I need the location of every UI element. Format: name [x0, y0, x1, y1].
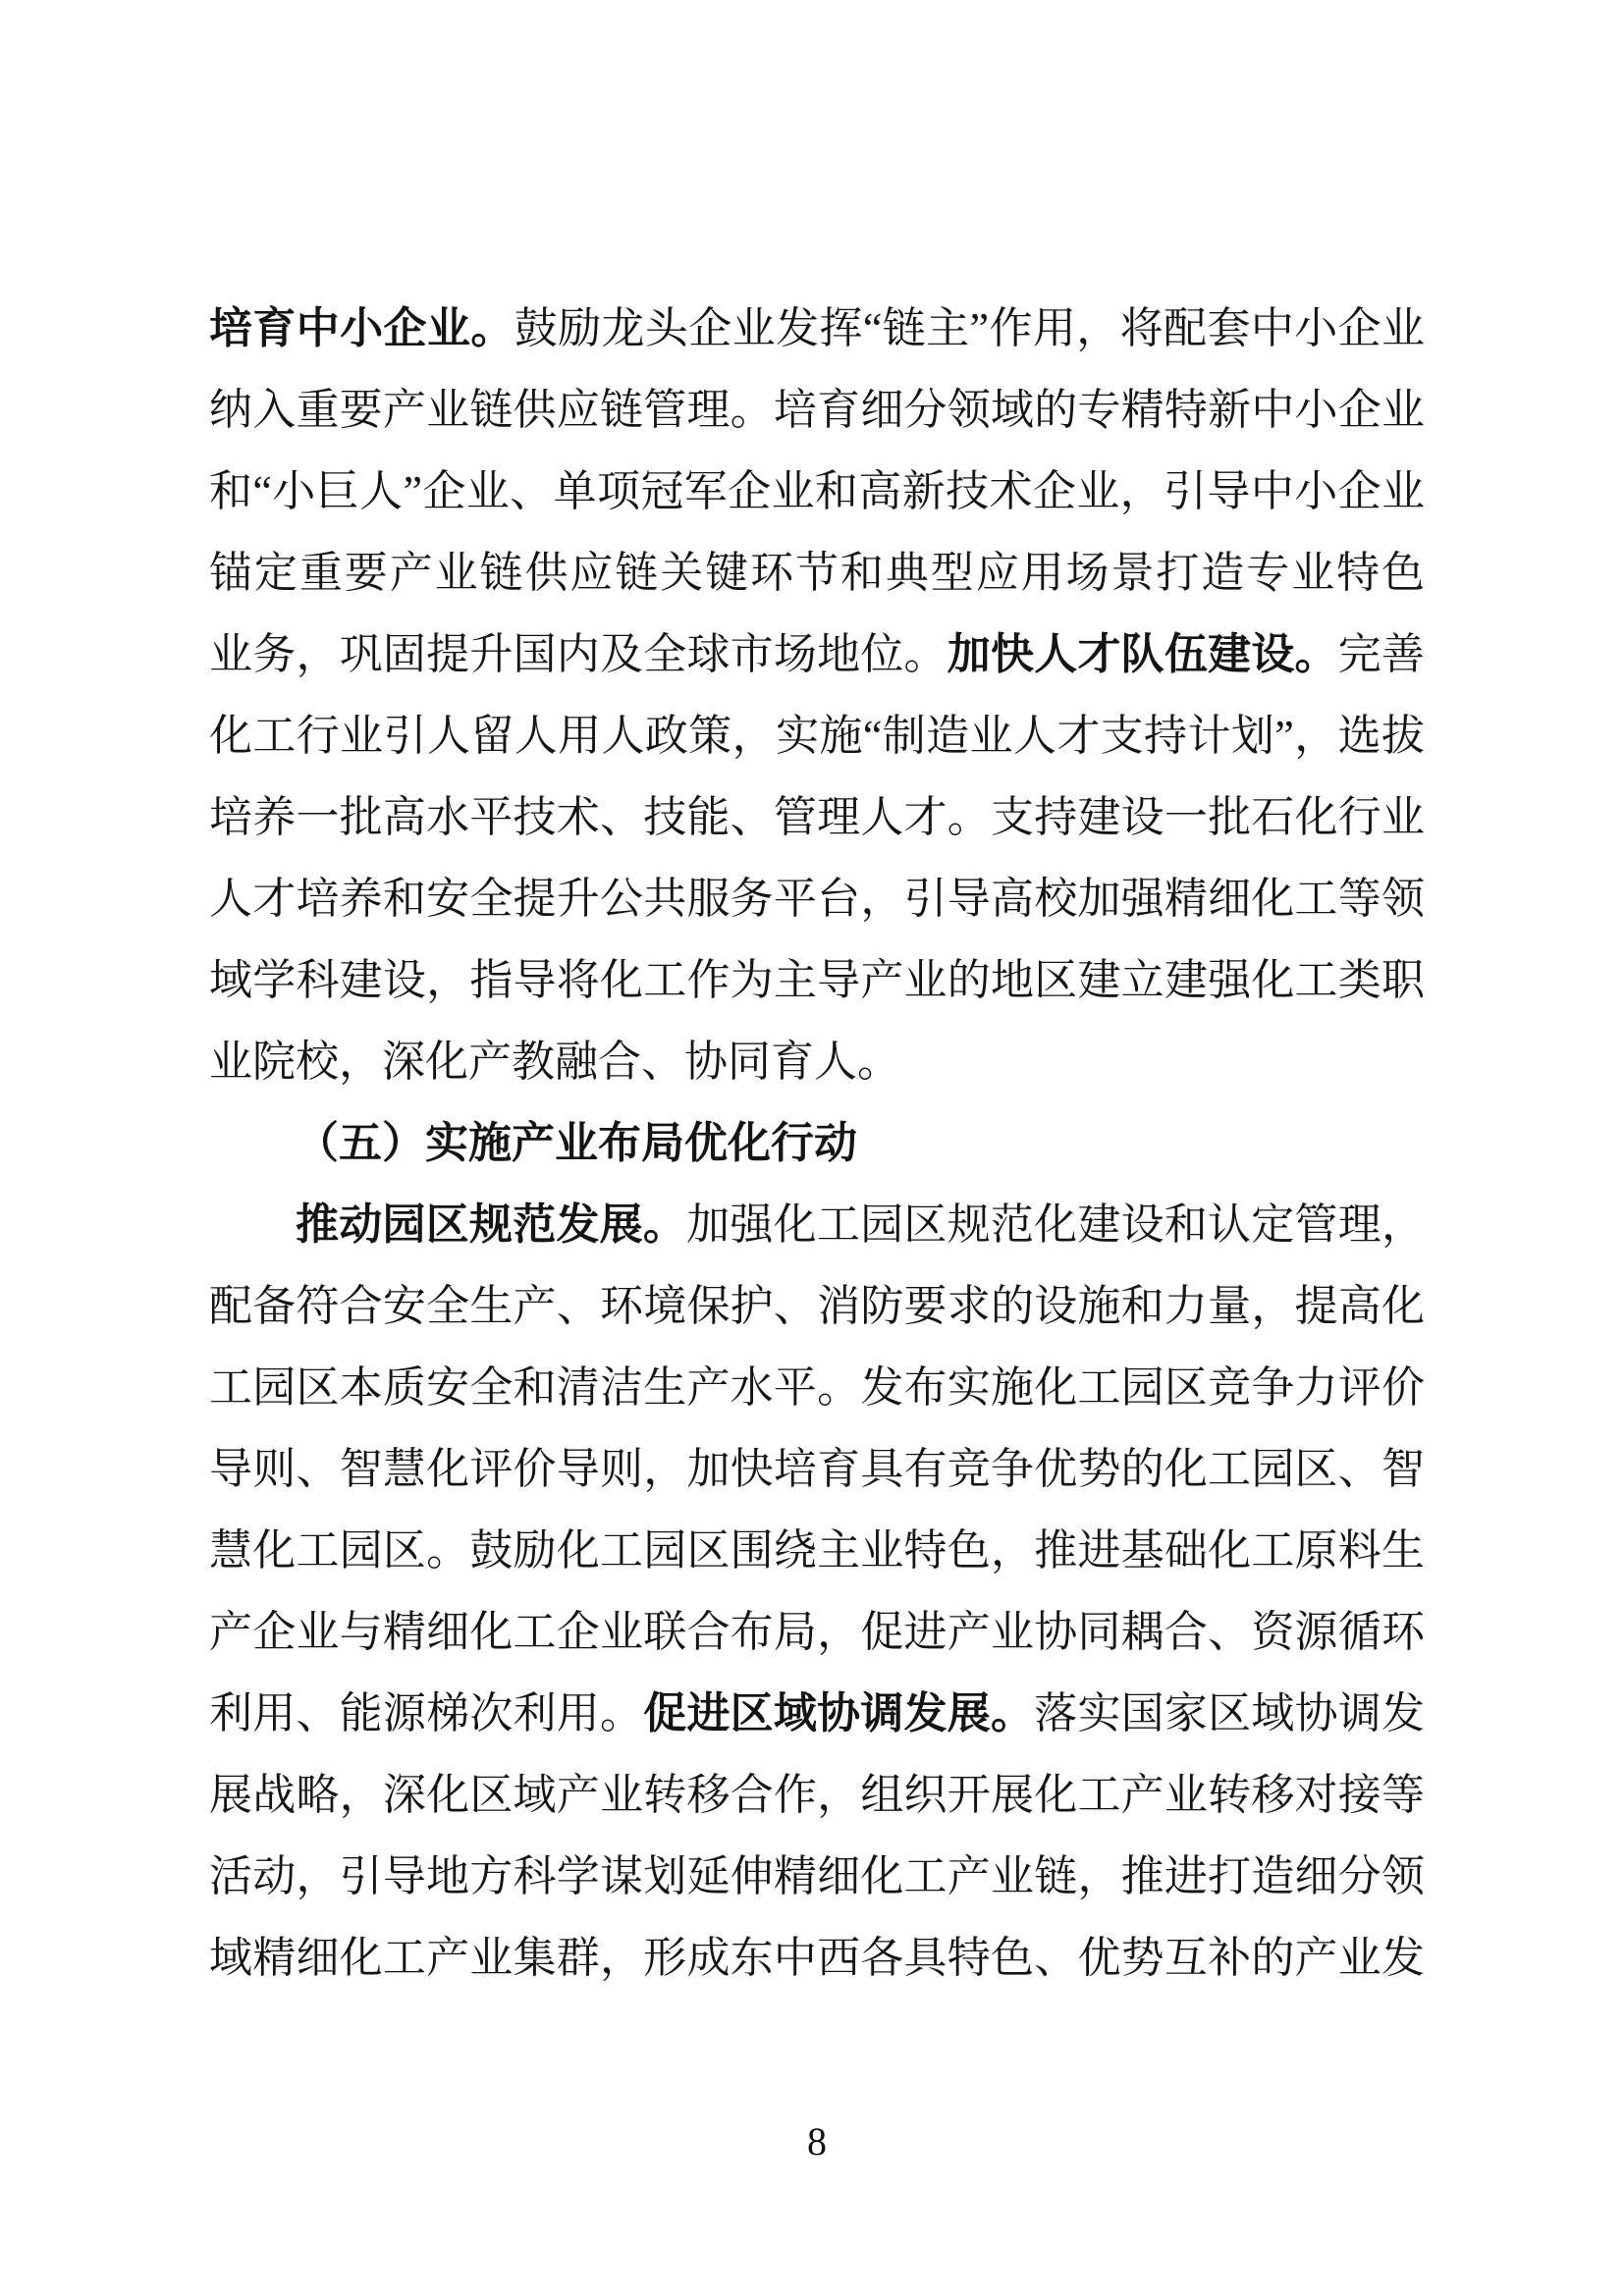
text-run: 利用、能源梯次利用。: [209, 1689, 644, 1737]
text-line: [209, 1347, 1425, 1428]
text-line: [209, 1428, 1425, 1510]
text-run: 落实国家区域协调发: [1034, 1689, 1426, 1737]
text-line: [209, 939, 1425, 1021]
text-line: [209, 451, 1425, 532]
text-line: [209, 1591, 1425, 1673]
text-run: 完善: [1337, 630, 1426, 678]
text-run: 活动，引导地方科学谋划延伸精细化工产业链，推进打造细分领: [209, 1852, 1425, 1900]
text-run: 产企业与精细化工企业联合布局，促进产业协同耦合、资源循环: [209, 1608, 1425, 1656]
page-number: 8: [807, 2119, 827, 2163]
body-text: [209, 288, 1425, 1999]
text-run: 域学科建设，指导将化工作为主导产业的地区建立建强化工类职: [209, 956, 1425, 1004]
text-run: 锚定重要产业链供应链关键环节和典型应用场景打造专业特色: [209, 549, 1425, 597]
text-run: 域精细化工产业集群，形成东中西各具特色、优势互补的产业发: [209, 1934, 1425, 1982]
text-run: 慧化工园区。鼓励化工园区围绕主业特色，推进基础化工原料生: [209, 1526, 1425, 1575]
bold-text-run: 推动园区规范发展。: [296, 1201, 687, 1249]
text-line: [209, 1836, 1425, 1917]
text-run: 化工行业引人留人用人政策，实施“制造业人才支持计划”，选拔: [209, 712, 1425, 760]
bold-text-run: 加快人才队伍建设。: [947, 630, 1338, 678]
text-line: [209, 1184, 1425, 1265]
text-run: 纳入重要产业链供应链管理。培育细分领域的专精特新中小企业: [209, 386, 1425, 434]
bold-text-run: （五）实施产业布局优化行动: [296, 1119, 857, 1167]
bold-text-run: 促进区域协调发展。: [643, 1689, 1035, 1737]
text-line: [209, 614, 1425, 695]
bold-text-run: 培育中小企业。: [209, 304, 514, 352]
text-line: [209, 1754, 1425, 1836]
text-run: 培养一批高水平技术、技能、管理人才。支持建设一批石化行业: [209, 793, 1425, 841]
text-run: 业务，巩固提升国内及全球市场地位。: [209, 630, 947, 678]
text-run: 展战略，深化区域产业转移合作，组织开展化工产业转移对接等: [209, 1771, 1425, 1819]
text-line: [209, 858, 1425, 939]
text-run: 业院校，深化产教融合、协同育人。: [209, 1038, 900, 1086]
text-run: 和“小巨人”企业、单项冠军企业和高新技术企业，引导中小企业: [209, 467, 1425, 515]
text-line: [209, 1917, 1425, 1999]
text-run: 人才培养和安全提升公共服务平台，引导高校加强精细化工等领: [209, 875, 1425, 923]
text-run: 鼓励龙头企业发挥“链主”作用，将配套中小企业: [514, 304, 1425, 352]
text-line: [209, 288, 1425, 369]
text-line: [209, 695, 1425, 776]
text-line: [209, 532, 1425, 614]
text-run: 工园区本质安全和清洁生产水平。发布实施化工园区竞争力评价: [209, 1363, 1425, 1412]
text-line: [209, 1510, 1425, 1591]
text-line: [209, 369, 1425, 451]
text-run: 配备符合安全生产、环境保护、消防要求的设施和力量，提高化: [209, 1282, 1425, 1330]
text-run: 加强化工园区规范化建设和认定管理，: [686, 1201, 1426, 1249]
section-heading: [209, 1102, 1425, 1184]
text-run: 导则、智慧化评价导则，加快培育具有竞争优势的化工园区、智: [209, 1445, 1425, 1493]
text-line: [209, 1021, 1425, 1102]
text-line: [209, 1673, 1425, 1754]
text-line: [209, 776, 1425, 858]
text-line: [209, 1265, 1425, 1347]
